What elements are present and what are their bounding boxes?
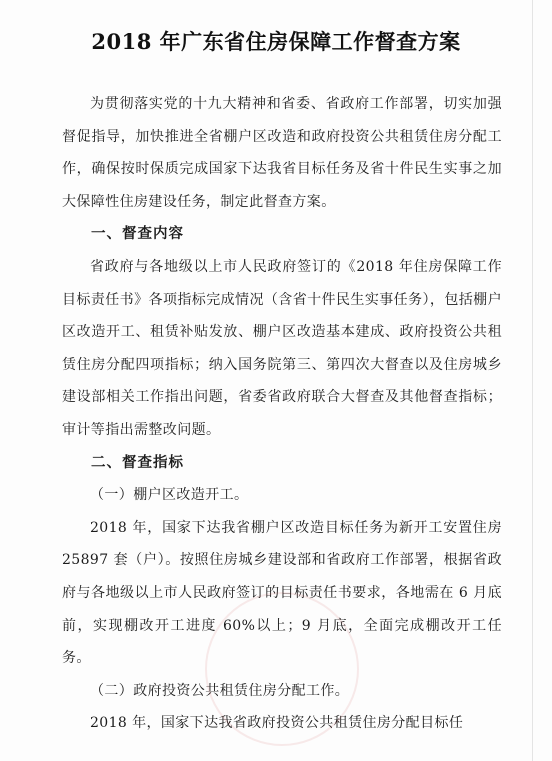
section-heading-inspection-indicators: 二、督查指标 (91, 454, 184, 471)
document-title: 2018 年广东省住房保障工作督查方案 (91, 29, 461, 54)
document-body (62, 88, 502, 740)
subheading-public-rental-housing: （二）政府投资公共租赁住房分配工作。 (90, 682, 350, 699)
shantytown-renovation-paragraph: 2018 年，国家下达我省棚户区改造目标任务为新开工安置住房 25897 套（户）。按照住房城乡建设部和省政府工作部署，根据省政府与各地级以上市人民政府签订的目标责任书要求，各地需在 6 月底前，实现棚改开工进度 60%以上；9 月底，全面完成棚改开工任务。 (62, 519, 502, 667)
subheading-shantytown-renovation: （一）棚户区改造开工。 (90, 487, 249, 504)
section-heading-inspection-content: 一、督查内容 (91, 226, 184, 243)
public-rental-housing-paragraph: 2018 年，国家下达我省政府投资公共租赁住房分配目标任 (90, 715, 464, 732)
page-fold-line (532, 0, 533, 761)
inspection-content-paragraph: 省政府与各地级以上市人民政府签订的《2018 年住房保障工作目标责任书》各项指标完成情况（含省十件民生实事任务），包括棚户区改造开工、租赁补贴发放、棚户区改造基本建成、政府投资公共租赁住房分配四项指标；纳入国务院第三、第四次大督查以及住房城乡建设部相关工作指出问题，省委省政府联合大督查及其他督查指标；审计等指出需整改问题。 (62, 258, 502, 438)
intro-paragraph: 为贯彻落实党的十九大精神和省委、省政府工作部署，切实加强督促指导，加快推进全省棚户区改造和政府投资公共租赁住房分配工作，确保按时保质完成国家下达我省目标任务及省十件民生实事之加大保障性住房建设任务，制定此督查方案。 (62, 96, 502, 210)
